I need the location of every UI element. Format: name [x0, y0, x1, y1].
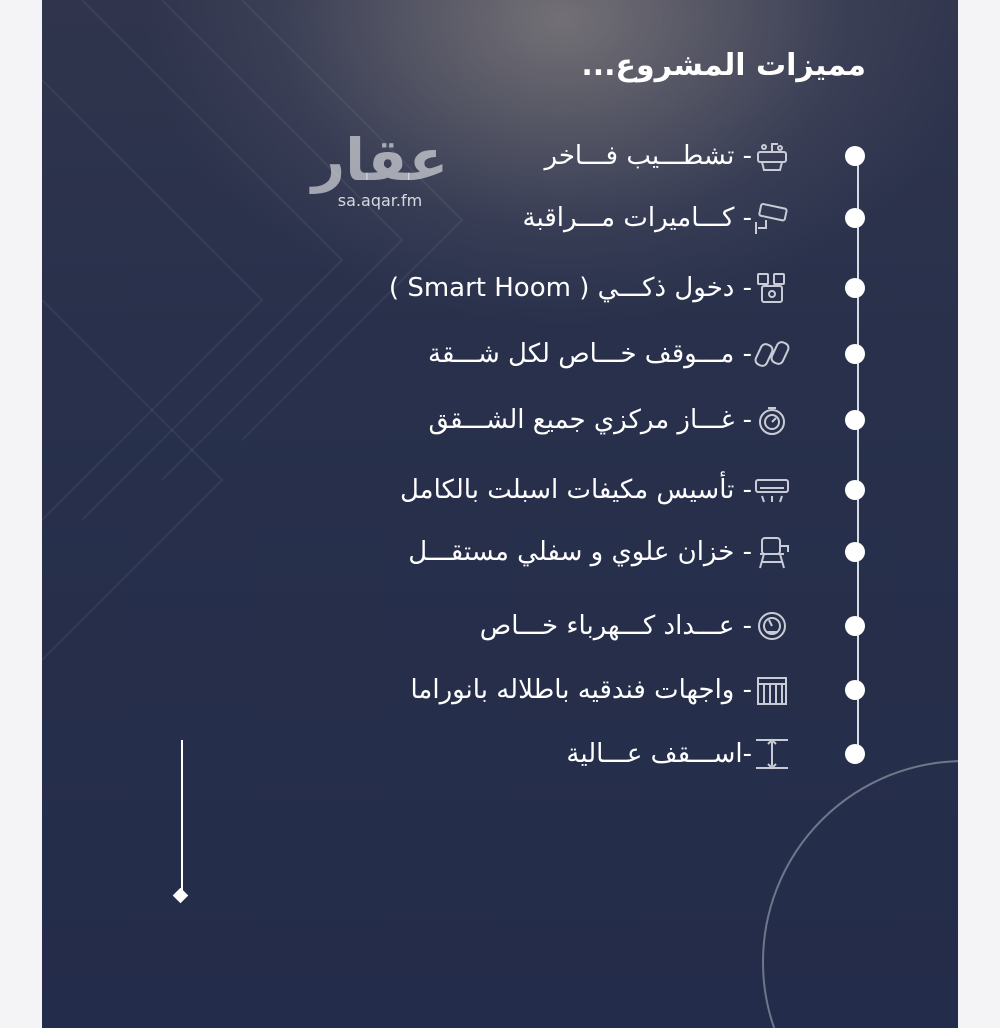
timeline-dot	[845, 480, 865, 500]
feature-label: - تأسيس مكيفات اسبلت بالكامل	[399, 475, 752, 505]
timeline-dot	[845, 680, 865, 700]
water-tank-icon	[752, 534, 792, 570]
sink-icon	[752, 138, 792, 174]
decorative-vertical-line	[181, 740, 183, 890]
timeline-dot	[845, 278, 865, 298]
feature-label: - خزان علوي و سفلي مستقـــل	[408, 537, 752, 567]
electric-meter-icon	[752, 608, 792, 644]
watermark-logo: عقار	[311, 126, 449, 194]
timeline-line	[857, 156, 859, 756]
feature-item	[282, 134, 882, 178]
feature-label: - واجهات فندقيه باطلاله بانوراما	[410, 675, 752, 705]
building-facade-icon	[752, 672, 792, 708]
feature-item	[282, 668, 882, 712]
poster	[42, 0, 958, 1028]
smart-lock-icon	[752, 270, 792, 306]
feature-label: -اســـقف عـــالية	[566, 739, 752, 769]
feature-label: - مـــوقف خـــاص لكل شـــقة	[428, 339, 752, 369]
feature-label: - غـــاز مركزي جميع الشـــقق	[428, 405, 752, 435]
timeline-dot	[845, 616, 865, 636]
feature-label: - كـــاميرات مـــراقبة	[522, 203, 752, 233]
timeline-dot	[845, 410, 865, 430]
watermark-url: sa.aqar.fm	[337, 191, 423, 210]
feature-item	[282, 266, 882, 310]
feature-item	[282, 468, 882, 512]
feature-item	[282, 732, 882, 776]
timeline-dot	[845, 344, 865, 364]
feature-item	[282, 604, 882, 648]
timeline-dot	[845, 146, 865, 166]
page-title: مميزات المشروع...	[581, 48, 866, 83]
timeline-dot	[845, 542, 865, 562]
air-conditioner-icon	[752, 472, 792, 508]
feature-item	[282, 196, 882, 240]
feature-item	[282, 398, 882, 442]
parking-cars-icon	[752, 336, 792, 372]
feature-label: - تشطـــيب فـــاخر	[544, 141, 752, 171]
feature-item	[282, 332, 882, 376]
ceiling-height-icon	[752, 736, 792, 772]
security-camera-icon	[752, 200, 792, 236]
feature-item	[282, 530, 882, 574]
feature-label: - عـــداد كـــهرباء خـــاص	[479, 611, 752, 641]
timeline-dot	[845, 744, 865, 764]
gas-meter-icon	[752, 402, 792, 438]
feature-label: - دخول ذكـــي ( Smart Hoom )	[388, 273, 752, 303]
timeline-dot	[845, 208, 865, 228]
